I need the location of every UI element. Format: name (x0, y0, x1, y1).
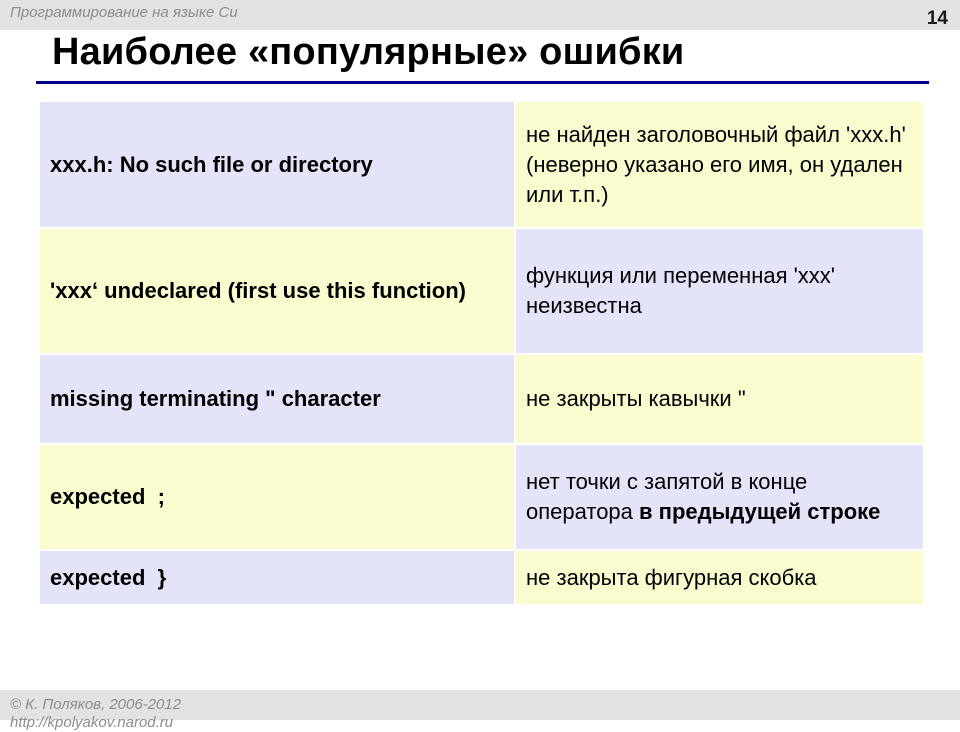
error-explanation-cell: не найден заголовочный файл 'xxx.h' (неверно указано его имя, он удален или т.п.) (515, 102, 923, 228)
error-explanation-cell: функция или переменная 'xxx' неизвестна (515, 228, 923, 354)
title-underline (36, 81, 929, 84)
table-row (40, 550, 923, 604)
page-number: 14 (926, 8, 948, 29)
error-explanation-cell: не закрыты кавычки " (515, 354, 923, 444)
table-row (40, 102, 923, 228)
course-title: Программирование на языке Си (10, 4, 238, 21)
error-explanation-cell (515, 444, 923, 550)
explanation-emphasis: в предыдущей строке (639, 499, 881, 524)
explanation-text: нет точки с запятой в конце оператора (526, 469, 808, 524)
error-message-cell: expected } (40, 550, 515, 604)
slide-title: Наиболее «популярные» ошибки (52, 31, 685, 73)
errors-table (40, 102, 923, 604)
table-row (40, 444, 923, 550)
footer-credits (10, 696, 181, 732)
copyright-text: © К. Поляков, 2006-2012 (10, 696, 182, 713)
error-explanation-cell: не закрыта фигурная скобка (515, 550, 923, 604)
error-message-cell: expected ; (40, 444, 515, 550)
error-message-cell: xxx.h: No such file or directory (40, 102, 515, 228)
author-url: http://kpolyakov.narod.ru (10, 714, 174, 731)
table-row (40, 354, 923, 444)
error-message-cell: missing terminating " character (40, 354, 515, 444)
error-message-cell: 'xxx‘ undeclared (first use this function) (40, 228, 515, 354)
table-row (40, 228, 923, 354)
